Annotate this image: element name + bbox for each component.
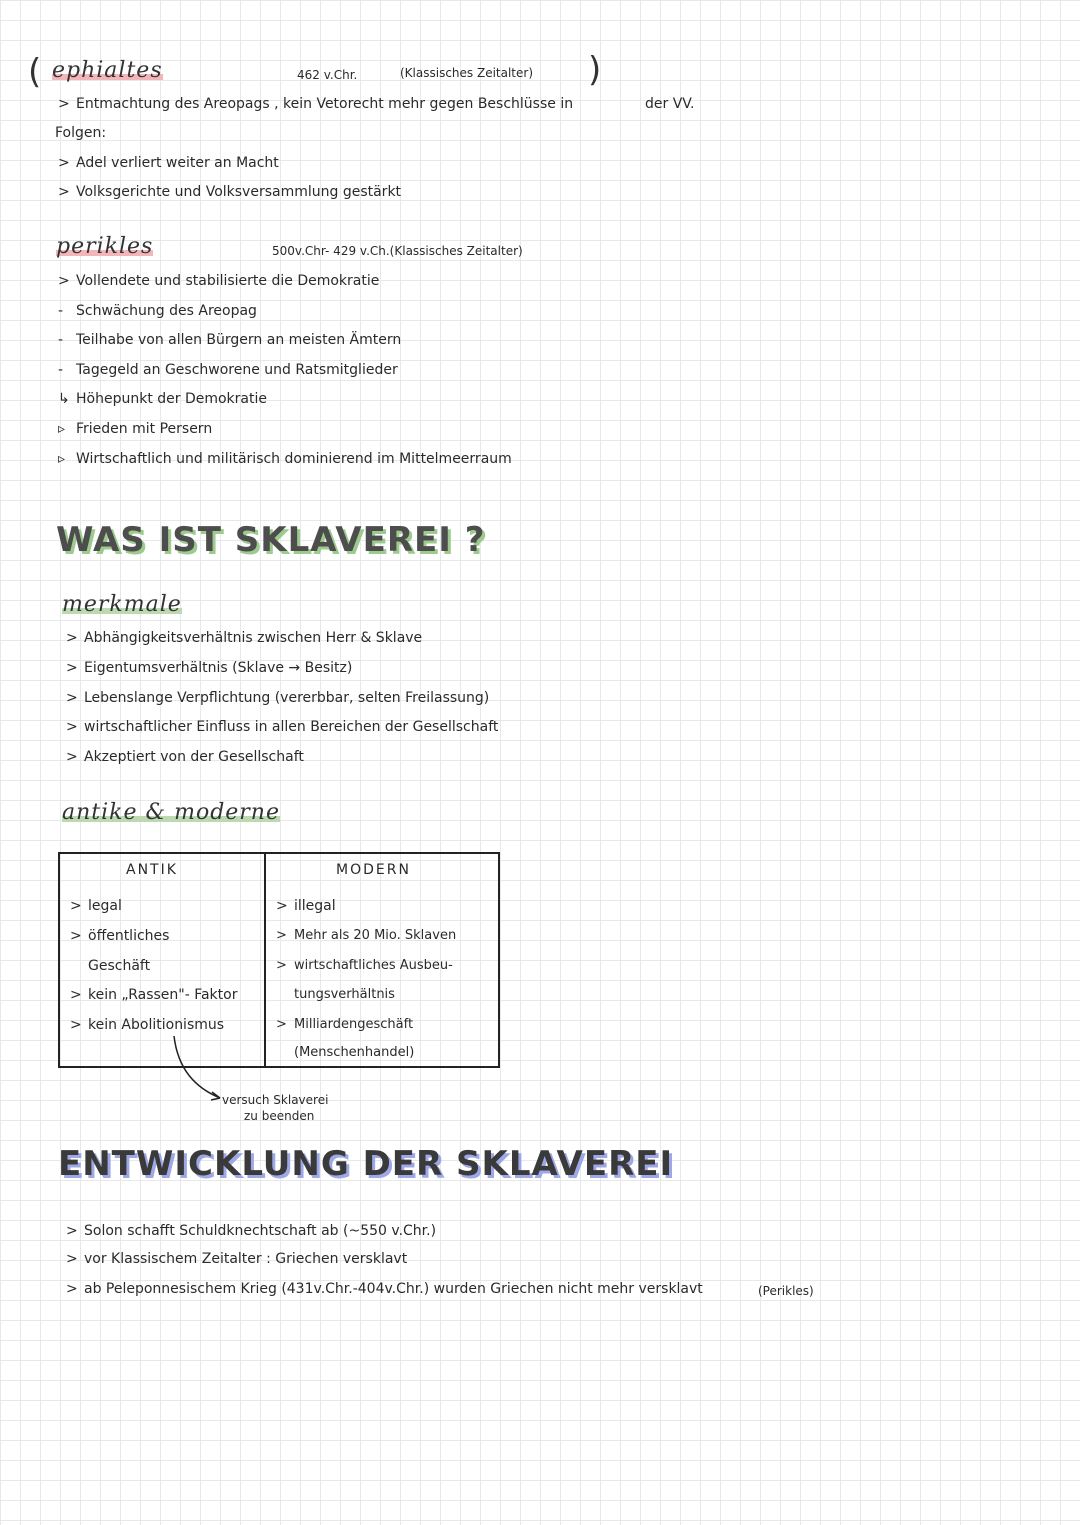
ephialtes-bullet-tail: der VV. <box>645 96 695 112</box>
bullet-marker-icon: > <box>58 273 70 289</box>
bullet-marker-icon: > <box>66 660 78 676</box>
dash-marker-icon: - <box>58 332 64 348</box>
bullet-marker-icon: > <box>66 1223 78 1239</box>
perikles-title: perikles <box>56 234 154 259</box>
table-cell-right <box>276 1045 414 1060</box>
bullet-marker-icon: > <box>66 1251 78 1267</box>
cell-text: kein Abolitionismus <box>88 1017 225 1033</box>
cell-text: Geschäft <box>88 958 151 974</box>
entwicklung-note: (Perikles) <box>758 1284 814 1298</box>
merkmal-item <box>66 749 304 765</box>
annotation-line2: zu beenden <box>244 1109 315 1123</box>
merkmal-item <box>66 690 489 706</box>
table-header-antik: ANTIK <box>126 862 178 878</box>
cell-text: Milliardengeschäft <box>294 1017 414 1032</box>
perikles-item-text: Schwächung des Areopag <box>76 303 257 319</box>
cell-text: kein „Rassen"- Faktor <box>88 987 238 1003</box>
table-cell-right <box>276 987 395 1002</box>
perikles-item-text: Teilhabe von allen Bürgern an meisten Ämtern <box>76 332 402 348</box>
dash-marker-icon: - <box>58 303 64 319</box>
bullet-marker-icon: > <box>66 630 78 646</box>
table-cell-left <box>70 987 237 1003</box>
bullet-marker-icon: > <box>70 987 82 1003</box>
entwicklung-item <box>66 1281 703 1297</box>
merkmal-item <box>66 660 352 676</box>
table-cell-right <box>276 958 453 973</box>
close-paren: ) <box>588 50 602 90</box>
perikles-item <box>58 451 512 467</box>
perikles-item <box>58 273 379 289</box>
table-cell-right <box>276 1017 413 1032</box>
merkmal-text: Eigentumsverhältnis (Sklave → Besitz) <box>84 660 353 676</box>
bullet-marker-icon: > <box>66 690 78 706</box>
table-divider <box>264 854 266 1066</box>
entwicklung-text: ab Peleponnesischem Krieg (431v.Chr.-404v.Chr.) wurden Griechen nicht mehr versklavt <box>84 1281 703 1297</box>
perikles-item-text: Frieden mit Persern <box>76 421 213 437</box>
entwicklung-text: vor Klassischem Zeitalter : Griechen versklavt <box>84 1251 408 1267</box>
bullet-marker-icon: > <box>66 719 78 735</box>
merkmal-text: Akzeptiert von der Gesellschaft <box>84 749 304 765</box>
entwicklung-item <box>66 1251 407 1267</box>
entwicklung-heading: ENTWICKLUNG DER SKLAVEREI <box>58 1144 674 1184</box>
bullet-marker-icon: > <box>276 1017 287 1032</box>
cell-text: wirtschaftliches Ausbeu- <box>294 958 453 973</box>
perikles-date: 500v.Chr- 429 v.Ch.(Klassisches Zeitalter) <box>272 244 523 258</box>
table-header-modern: MODERN <box>336 862 411 878</box>
perikles-item-text: Höhepunkt der Demokratie <box>76 391 267 407</box>
perikles-item <box>58 391 267 407</box>
merkmal-text: Abhängigkeitsverhältnis zwischen Herr & Sklave <box>84 630 423 646</box>
ephialtes-title: ephialtes <box>52 58 163 83</box>
table-cell-right <box>276 898 336 914</box>
merkmale-title: merkmale <box>62 592 182 617</box>
entwicklung-item <box>66 1223 436 1239</box>
bullet-marker-icon: > <box>276 958 287 973</box>
folgen-item <box>58 155 279 171</box>
ephialtes-date: 462 v.Chr. <box>297 68 358 82</box>
bullet-marker-icon: > <box>58 96 70 112</box>
entwicklung-text: Solon schafft Schuldknechtschaft ab (~550 v.Chr.) <box>84 1223 437 1239</box>
dash-marker-icon: - <box>58 362 64 378</box>
cell-text: öffentliches <box>88 928 170 944</box>
ephialtes-bullet <box>58 96 573 112</box>
table-cell-right <box>276 928 456 943</box>
table-cell-left <box>70 898 122 914</box>
merkmal-item <box>66 630 422 646</box>
perikles-item <box>58 421 212 437</box>
perikles-item-text: Vollendete und stabilisierte die Demokratie <box>76 273 380 289</box>
bullet-marker-icon: > <box>70 1017 82 1033</box>
cell-text: illegal <box>294 898 336 914</box>
merkmal-text: wirtschaftlicher Einfluss in allen Bereichen der Gesellschaft <box>84 719 499 735</box>
perikles-item <box>58 303 257 319</box>
bullet-marker-icon: > <box>276 928 287 943</box>
sklaverei-heading: WAS IST SKLAVEREI ? <box>56 520 486 560</box>
ephialtes-era: (Klassisches Zeitalter) <box>400 66 534 80</box>
annotation-line1: versuch Sklaverei <box>222 1093 329 1107</box>
bullet-marker-icon: > <box>70 898 82 914</box>
table-cell-left <box>70 958 150 974</box>
comparison-table <box>58 852 500 1068</box>
cell-text: tungsverhältnis <box>294 987 395 1002</box>
perikles-item <box>58 362 398 378</box>
merkmal-text: Lebenslange Verpflichtung (vererbbar, selten Freilassung) <box>84 690 490 706</box>
cell-text: legal <box>88 898 122 914</box>
curved-arrow-icon <box>160 1030 230 1105</box>
folgen-label: Folgen: <box>55 125 107 141</box>
vergleich-title: antike & moderne <box>62 800 280 825</box>
folgen-item <box>58 184 401 200</box>
folgen-item-text: Adel verliert weiter an Macht <box>76 155 279 171</box>
cell-text: Mehr als 20 Mio. Sklaven <box>294 928 457 943</box>
bullet-marker-icon: > <box>58 184 70 200</box>
bullet-marker-icon: > <box>70 928 82 944</box>
table-cell-left <box>70 928 169 944</box>
triangle-marker-icon: ▹ <box>58 421 66 437</box>
perikles-item <box>58 332 401 348</box>
bullet-marker-icon: > <box>66 749 78 765</box>
open-paren: ( <box>28 52 42 92</box>
perikles-item-text: Wirtschaftlich und militärisch dominierend im Mittelmeerraum <box>76 451 512 467</box>
folgen-item-text: Volksgerichte und Volksversammlung gestärkt <box>76 184 402 200</box>
triangle-marker-icon: ▹ <box>58 451 66 467</box>
merkmal-item <box>66 719 498 735</box>
bullet-marker-icon: > <box>66 1281 78 1297</box>
perikles-item-text: Tagegeld an Geschworene und Ratsmitglieder <box>76 362 398 378</box>
arrow-return-icon: ↳ <box>58 391 70 407</box>
bullet-marker-icon: > <box>58 155 70 171</box>
bullet-marker-icon: > <box>276 898 288 914</box>
cell-text: (Menschenhandel) <box>294 1045 415 1060</box>
ephialtes-bullet-text: Entmachtung des Areopags , kein Vetorecht mehr gegen Beschlüsse in <box>76 96 574 112</box>
